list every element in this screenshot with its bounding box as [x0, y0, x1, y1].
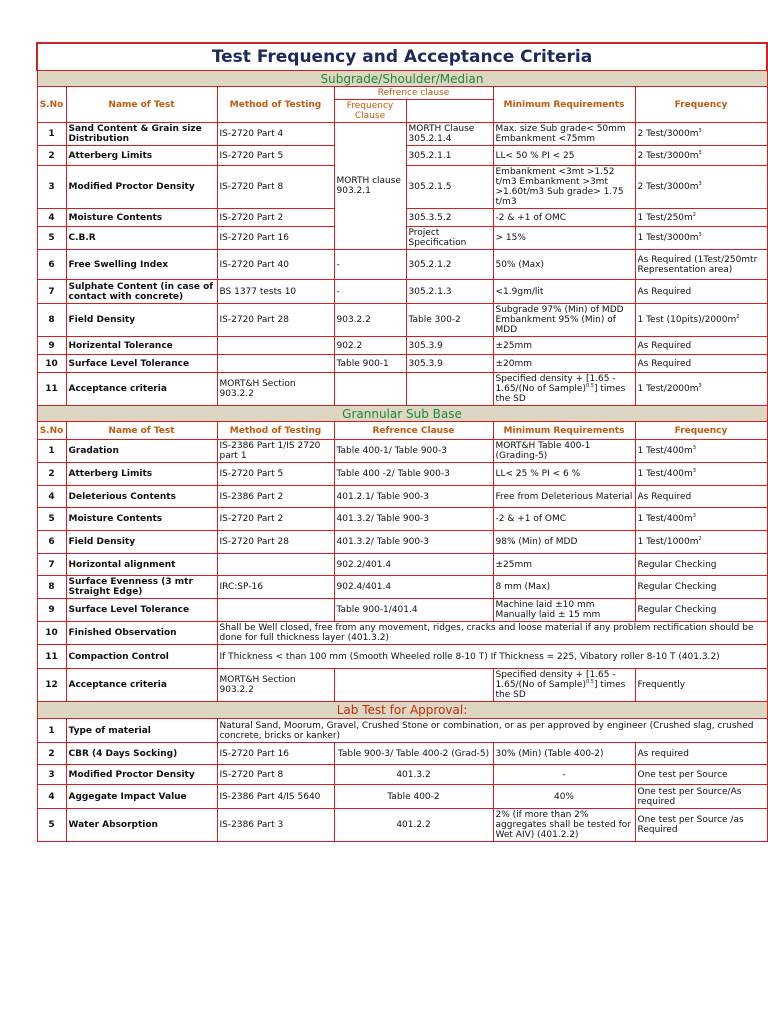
min-requirement-text: 40% — [553, 791, 574, 802]
test-name: Horizental Tolerance — [66, 337, 217, 355]
test-name: Sulphate Content (in case of contact with concrete) — [66, 280, 217, 304]
frequency-cell — [635, 765, 767, 785]
table-row — [37, 486, 767, 508]
frequency-text: 1 Test/400m — [637, 469, 693, 479]
row-number: 1 — [37, 719, 66, 743]
frequency-unit-exponent: 3 — [698, 128, 702, 134]
test-method: IS-2720 Part 28 — [217, 531, 334, 554]
min-requirement-text: Machine laid ±10 mm Manually laid ± 15 mm — [495, 600, 601, 620]
min-requirement-text: Specified density + [1.65 - 1.65/(No of Sample) — [495, 670, 616, 690]
frequency-cell — [635, 337, 767, 355]
min-requirement-text: Free from Deleterious Material — [495, 491, 633, 502]
frequency-cell — [635, 531, 767, 554]
row-number: 1 — [37, 123, 66, 146]
frequency-text: 1 Test/3000m — [637, 233, 699, 243]
merged-description: Shall be Well closed, free from any movement, ridges, cracks and loose material if any problem rectification should be done for full thickness layer (401.3.2) — [217, 622, 767, 645]
min-requirement-cell — [493, 599, 635, 622]
frequency-text: 2 Test/3000m — [637, 150, 699, 161]
frequency-cell — [635, 554, 767, 576]
frequency-cell — [635, 123, 767, 146]
row-number: 5 — [37, 508, 66, 531]
frequency-cell — [635, 304, 767, 337]
frequency-text: 1 Test/1000m — [637, 537, 699, 547]
test-name: Surface Level Tolerance — [66, 599, 217, 622]
frequency-cell — [635, 166, 767, 209]
frequency-unit-exponent: 3 — [698, 181, 702, 187]
table-row — [37, 785, 767, 809]
test-name: Compaction Control — [66, 645, 217, 669]
frequency-unit-exponent: 2 — [692, 211, 696, 218]
test-method: IS-2720 Part 2 — [217, 508, 334, 531]
frequency-text: 1 Test/2000m — [637, 384, 699, 394]
frequency-unit-exponent: 2 — [736, 314, 740, 320]
reference-clause: 401.3.2 — [334, 765, 493, 785]
section-heading-lab: Lab Test for Approval: — [37, 702, 767, 719]
min-requirement-cell — [493, 209, 635, 227]
section-heading-gsb: Grannular Sub Base — [37, 406, 767, 422]
section-heading-row — [37, 702, 767, 719]
test-name: CBR (4 Days Socking) — [66, 743, 217, 765]
reference-clause: 902.4/401.4 — [334, 576, 493, 599]
reference-clause: 305.2.1.3 — [406, 280, 493, 304]
test-name: Modified Proctor Density — [66, 166, 217, 209]
reference-clause: 902.2/401.4 — [334, 554, 493, 576]
frequency-text: 1 Test/250m — [637, 212, 693, 223]
frequency-cell — [635, 250, 767, 280]
col-header-name: Name of Test — [66, 87, 217, 123]
row-number: 8 — [37, 304, 66, 337]
min-requirement-text: 30% (Min) (Table 400-2) — [495, 748, 604, 759]
frequency-clause-merged: MORTH clause 903.2.1 — [334, 123, 406, 250]
section-heading-row — [37, 406, 767, 422]
col-header-method: Method of Testing — [217, 422, 334, 440]
col-header-sno: S.No — [37, 87, 66, 123]
test-name: Free Swelling Index — [66, 250, 217, 280]
frequency-text: One test per Source — [637, 769, 728, 780]
section-heading-subgrade: Subgrade/Shoulder/Median — [37, 71, 767, 87]
frequency-text: Regular Checking — [637, 582, 717, 592]
min-requirement-text: ±25mm — [495, 340, 533, 351]
test-name: Sand Content & Grain size Distribution — [66, 123, 217, 146]
test-method: IS-2386 Part 2 — [217, 486, 334, 508]
test-name: Moisture Contents — [66, 209, 217, 227]
min-requirement-cell — [493, 554, 635, 576]
reference-clause: 401.3.2/ Table 900-3 — [334, 531, 493, 554]
min-requirement-cell — [493, 463, 635, 486]
frequency-cell — [635, 785, 767, 809]
row-number: 11 — [37, 373, 66, 406]
frequency-text: 2 Test/3000m — [637, 182, 699, 192]
test-name: C.B.R — [66, 227, 217, 250]
min-requirement-text: 98% (Min) of MDD — [495, 537, 578, 547]
min-requirement-text: LL< 25 % PI < 6 % — [495, 469, 581, 479]
criteria-table-body — [37, 43, 767, 842]
frequency-text: 2 Test/3000m — [637, 129, 699, 139]
reference-clause: 305.2.1.5 — [406, 166, 493, 209]
frequency-text: 1 Test/400m — [637, 514, 693, 524]
frequency-text: As required — [637, 748, 689, 759]
row-number: 11 — [37, 645, 66, 669]
frequency-cell — [635, 576, 767, 599]
test-method: IS-2720 Part 40 — [217, 250, 334, 280]
row-number: 2 — [37, 463, 66, 486]
min-requirement-cell — [493, 250, 635, 280]
min-requirement-cell — [493, 373, 635, 406]
frequency-clause: Table 900-1 — [334, 355, 406, 373]
test-name: Atterberg Limits — [66, 146, 217, 166]
reference-clause: Project Specification — [406, 227, 493, 250]
row-number: 10 — [37, 355, 66, 373]
test-method: IS-2720 Part 2 — [217, 209, 334, 227]
frequency-unit-exponent: 3 — [698, 383, 702, 389]
table-row — [37, 622, 767, 645]
test-method — [217, 599, 334, 622]
table-row — [37, 355, 767, 373]
frequency-unit-exponent: 3 — [692, 445, 696, 451]
row-number: 8 — [37, 576, 66, 599]
row-number: 3 — [37, 765, 66, 785]
row-number: 1 — [37, 440, 66, 463]
test-name: Gradation — [66, 440, 217, 463]
min-requirement-text: Subgrade 97% (Min) of MDD Embankment 95% (Min) of MDD — [495, 305, 624, 335]
reference-clause: 401.3.2/ Table 900-3 — [334, 508, 493, 531]
frequency-cell — [635, 209, 767, 227]
header-row — [37, 422, 767, 440]
table-row — [37, 508, 767, 531]
col-header-reference: Refrence clause — [334, 87, 493, 100]
min-requirement-cell — [493, 508, 635, 531]
test-name: Acceptance criteria — [66, 373, 217, 406]
frequency-text: As Required — [637, 340, 692, 351]
col-header-frequency: Frequency — [635, 422, 767, 440]
reference-clause: MORTH Clause 305.2.1.4 — [406, 123, 493, 146]
test-method: IS-2720 Part 16 — [217, 743, 334, 765]
frequency-text: 1 Test (10pits)/2000m — [637, 315, 737, 325]
reference-clause: 305.2.1.1 — [406, 146, 493, 166]
row-number: 4 — [37, 209, 66, 227]
test-method — [217, 554, 334, 576]
min-requirement-text: 2% (if more than 2% aggregates shall be tested for Wet AIV) (401.2.2) — [495, 810, 631, 840]
col-header-frequency-clause: Frequency Clause — [334, 100, 406, 123]
frequency-clause: - — [334, 250, 406, 280]
reference-clause: Table 300-2 — [406, 304, 493, 337]
frequency-cell — [635, 599, 767, 622]
test-method: IS-2720 Part 5 — [217, 146, 334, 166]
frequency-cell — [635, 486, 767, 508]
test-method: IS-2720 Part 5 — [217, 463, 334, 486]
row-number: 9 — [37, 337, 66, 355]
frequency-clause: - — [334, 280, 406, 304]
test-method: MORT&H Section 903.2.2 — [217, 669, 334, 702]
test-method: IS-2720 Part 8 — [217, 765, 334, 785]
table-row — [37, 599, 767, 622]
min-requirement-text: 8 mm (Max) — [495, 582, 551, 592]
test-name: Deleterious Contents — [66, 486, 217, 508]
test-method: IS-2386 Part 4/IS 5640 — [217, 785, 334, 809]
min-requirement-text: Max. size Sub grade< 50mm Embankment <75mm — [495, 124, 626, 144]
min-requirement-text: 50% (Max) — [495, 259, 544, 270]
frequency-unit-exponent: 3 — [692, 513, 696, 519]
frequency-text: As Required — [637, 358, 692, 369]
reference-clause: Table 400-2 — [334, 785, 493, 809]
frequency-unit-exponent: 3 — [692, 468, 696, 474]
table-row — [37, 576, 767, 599]
frequency-cell — [635, 227, 767, 250]
table-row — [37, 719, 767, 743]
test-method: IS-2720 Part 8 — [217, 166, 334, 209]
row-number: 5 — [37, 227, 66, 250]
frequency-unit-exponent: 3 — [698, 232, 702, 238]
table-row — [37, 123, 767, 146]
table-row — [37, 250, 767, 280]
min-requirement-text: - — [562, 769, 566, 780]
frequency-cell — [635, 280, 767, 304]
frequency-cell — [635, 440, 767, 463]
frequency-unit-exponent: 2 — [698, 536, 702, 542]
col-header-blank — [406, 100, 493, 123]
table-row — [37, 280, 767, 304]
min-requirement-text: Embankment <3mt >1.52 t/m3 Embankment >3mt >1.60t/m3 Sub grade> 1.75 t/m3 — [495, 167, 624, 207]
test-name: Surface Level Tolerance — [66, 355, 217, 373]
frequency-text: One test per Source/As required — [637, 786, 742, 807]
section-heading-row — [37, 71, 767, 87]
criteria-sheet — [36, 42, 766, 842]
min-requirement-cell — [493, 669, 635, 702]
min-requirement-cell — [493, 227, 635, 250]
frequency-text: Regular Checking — [637, 605, 717, 615]
min-requirement-cell — [493, 355, 635, 373]
frequency-clause: 902.2 — [334, 337, 406, 355]
row-number: 5 — [37, 809, 66, 842]
col-header-name: Name of Test — [66, 422, 217, 440]
min-requirement-cell — [493, 166, 635, 209]
row-number: 4 — [37, 486, 66, 508]
col-header-sno: S.No — [37, 422, 66, 440]
frequency-clause — [334, 373, 406, 406]
min-requirement-cell — [493, 765, 635, 785]
min-requirement-text: > 15% — [495, 233, 526, 243]
test-method — [217, 337, 334, 355]
frequency-cell — [635, 463, 767, 486]
min-requirement-cell — [493, 123, 635, 146]
frequency-clause: 903.2.2 — [334, 304, 406, 337]
table-row — [37, 765, 767, 785]
test-method: IS-2386 Part 3 — [217, 809, 334, 842]
min-requirement-cell — [493, 486, 635, 508]
table-row — [37, 669, 767, 702]
test-method: IS-2720 Part 4 — [217, 123, 334, 146]
reference-clause: 401.2.1/ Table 900-3 — [334, 486, 493, 508]
min-requirement-cell — [493, 809, 635, 842]
table-row — [37, 304, 767, 337]
row-number: 2 — [37, 146, 66, 166]
frequency-unit-exponent: 3 — [698, 149, 702, 156]
row-number: 6 — [37, 531, 66, 554]
reference-clause: 401.2.2 — [334, 809, 493, 842]
test-name: Acceptance criteria — [66, 669, 217, 702]
table-row — [37, 463, 767, 486]
min-requirement-tail: ] times the SD — [495, 680, 626, 700]
test-name: Aggegate Impact Value — [66, 785, 217, 809]
table-row — [37, 337, 767, 355]
frequency-cell — [635, 355, 767, 373]
test-name: Water Absorption — [66, 809, 217, 842]
row-number: 7 — [37, 554, 66, 576]
header-row — [37, 87, 767, 100]
col-header-min: Minimum Requirements — [493, 87, 635, 123]
row-number: 6 — [37, 250, 66, 280]
min-requirement-text: MORT&H Table 400-1 (Grading-5) — [495, 441, 591, 461]
min-requirement-cell — [493, 280, 635, 304]
test-name: Surface Evenness (3 mtr Straight Edge) — [66, 576, 217, 599]
min-requirement-text: -2 & +1 of OMC — [495, 212, 567, 223]
frequency-text: 1 Test/400m — [637, 446, 693, 456]
min-requirement-cell — [493, 337, 635, 355]
test-method: IS-2720 Part 16 — [217, 227, 334, 250]
table-row — [37, 645, 767, 669]
frequency-text: Frequently — [637, 680, 686, 690]
frequency-text: As Required (1Test/250mtr Representation area) — [637, 254, 758, 275]
table-row — [37, 373, 767, 406]
row-number: 2 — [37, 743, 66, 765]
merged-description: If Thickness < than 100 mm (Smooth Wheeled rolle 8-10 T) If Thickness = 225, Vibatory roller 8-10 T (401.3.2) — [217, 645, 767, 669]
min-requirement-cell — [493, 531, 635, 554]
col-header-method: Method of Testing — [217, 87, 334, 123]
min-requirement-cell — [493, 304, 635, 337]
frequency-text: As Required — [637, 286, 692, 297]
test-name: Modified Proctor Density — [66, 765, 217, 785]
page-title: Test Frequency and Acceptance Criteria — [37, 43, 767, 71]
min-requirement-cell — [493, 743, 635, 765]
col-header-min: Minimum Requirements — [493, 422, 635, 440]
criteria-table — [36, 42, 768, 842]
reference-clause: Table 900-3/ Table 400-2 (Grad-5) — [334, 743, 493, 765]
reference-clause: 305.3.9 — [406, 337, 493, 355]
min-requirement-exponent: 0.5 — [585, 383, 594, 389]
frequency-text: One test per Source /as Required — [637, 815, 744, 835]
row-number: 3 — [37, 166, 66, 209]
table-row — [37, 554, 767, 576]
row-number: 10 — [37, 622, 66, 645]
table-row — [37, 809, 767, 842]
reference-clause: 305.2.1.2 — [406, 250, 493, 280]
merged-description: Natural Sand, Moorum, Gravel, Crushed Stone or combination, or as per approved by engineer (Crushed slag, crushed concrete, bricks or kanker) — [217, 719, 767, 743]
min-requirement-text: LL< 50 % PI < 25 — [495, 150, 575, 161]
min-requirement-cell — [493, 576, 635, 599]
row-number: 12 — [37, 669, 66, 702]
table-row — [37, 440, 767, 463]
test-name: Field Density — [66, 531, 217, 554]
table-row — [37, 743, 767, 765]
test-name: Field Density — [66, 304, 217, 337]
frequency-cell — [635, 373, 767, 406]
min-requirement-cell — [493, 146, 635, 166]
reference-clause: Table 400-1/ Table 900-3 — [334, 440, 493, 463]
row-number: 9 — [37, 599, 66, 622]
frequency-cell — [635, 146, 767, 166]
test-method: BS 1377 tests 10 — [217, 280, 334, 304]
test-name: Type of material — [66, 719, 217, 743]
test-method — [217, 355, 334, 373]
frequency-text: As Required — [637, 491, 692, 502]
min-requirement-tail: ] times the SD — [495, 384, 626, 404]
reference-clause: Table 400 -2/ Table 900-3 — [334, 463, 493, 486]
min-requirement-text: ±20mm — [495, 358, 533, 369]
min-requirement-exponent: 0.5 — [585, 679, 594, 685]
test-name: Finished Observation — [66, 622, 217, 645]
test-method: IRC:SP-16 — [217, 576, 334, 599]
row-number: 7 — [37, 280, 66, 304]
frequency-text: Regular Checking — [637, 559, 717, 570]
test-method: IS-2386 Part 1/IS 2720 part 1 — [217, 440, 334, 463]
row-number: 4 — [37, 785, 66, 809]
reference-clause — [406, 373, 493, 406]
frequency-cell — [635, 743, 767, 765]
min-requirement-text: -2 & +1 of OMC — [495, 514, 567, 524]
frequency-cell — [635, 508, 767, 531]
test-method: MORT&H Section 903.2.2 — [217, 373, 334, 406]
title-row — [37, 43, 767, 71]
test-name: Horizontal alignment — [66, 554, 217, 576]
reference-clause — [334, 669, 493, 702]
min-requirement-cell — [493, 785, 635, 809]
table-row — [37, 531, 767, 554]
reference-clause: 305.3.5.2 — [406, 209, 493, 227]
test-name: Moisture Contents — [66, 508, 217, 531]
min-requirement-cell — [493, 440, 635, 463]
min-requirement-text: Specified density + [1.65 - 1.65/(No of Sample) — [495, 374, 616, 394]
frequency-cell — [635, 809, 767, 842]
col-header-frequency: Frequency — [635, 87, 767, 123]
reference-clause: 305.3.9 — [406, 355, 493, 373]
min-requirement-text: <1.9gm/lit — [495, 286, 544, 297]
col-header-reference: Refrence Clause — [334, 422, 493, 440]
frequency-cell — [635, 669, 767, 702]
reference-clause: Table 900-1/401.4 — [334, 599, 493, 622]
test-name: Atterberg Limits — [66, 463, 217, 486]
min-requirement-text: ±25mm — [495, 559, 533, 570]
test-method: IS-2720 Part 28 — [217, 304, 334, 337]
